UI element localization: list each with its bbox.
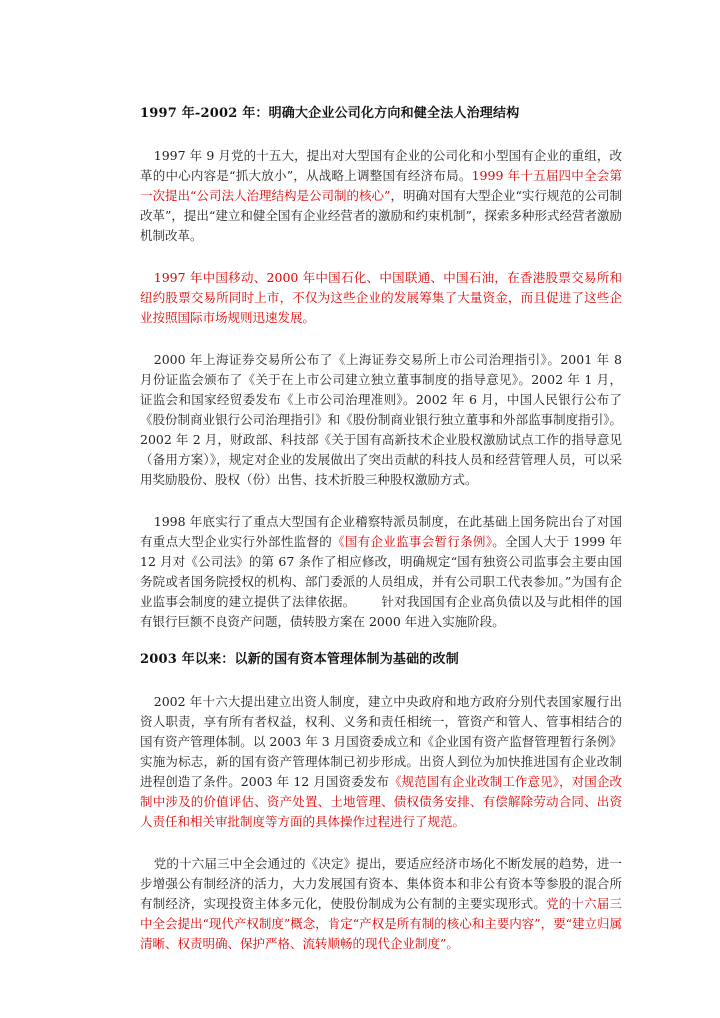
text-segment: 2000 年上海证券交易所公布了《上海证券交易所上市公司治理指引》。2001 年 8 月份证监会颁布了《关于在上市公司建立独立董事制度的指导意见》。2002 年 1 月，证监会和国家经贸委发布《上市公司治理准则》。2002 年 6 月，中国人民银行公布了《股份制商业银行公司治理指引》和《股份制商业银行独立董事和外部监事制度指引》。2002 年 2 月，财政部、科技部《关于国有高新技术企业股权激励试点工作的指导意见（备用方案）》，规定对企业的发展做出了突出贡献的科技人员和经营管理人员，可以采用奖励股份、股权（份）出售、技术折股三种股权激励方式。	[140, 352, 622, 487]
text-segment: 1998 年底实行了重点大型国有企业稽察特派员制度，在此基础上国务院出台了对国有重点大型企业实行外部性监督的	[140, 514, 622, 549]
text-segment: 。全国人大于 1999 年 12 月对《公司法》的第 67 条作了相应修改，明确规定“国有独资公司监事会主要由国务院或者国务院授权的机构、部门委派的人员组成，并有公司职工代表参加。”为国有企业监事会制度的建立提供了法律依据。	[140, 534, 622, 609]
document-body	[140, 104, 622, 954]
highlighted-text-segment: 1997 年中国移动、2000 年中国石化、中国联通、中国石油，在香港股票交易所和纽约股票交易所同时上市，不仅为这些企业的发展筹集了大量资金，而且促进了这些企业按照国际市场规则迅速发展。	[140, 270, 622, 325]
text-segment: 党的十六届三中全会通过的《决定》提出，要适应经济市场化不断发展的趋势，进一步增强公有制经济的活力，大力发展国有资本、集体资本和非公有资本等参股的混合所有制经济，实现投资主体多元化，使股份制成为公有制的主要实现形式。	[140, 856, 622, 911]
paragraph-sasac-establishment	[140, 692, 622, 832]
paragraph-supervisory-board	[140, 512, 622, 632]
highlighted-text-segment: 1999 年十五届四中全会第一次提出“公司法人治理结构是公司制的核心”	[140, 168, 622, 203]
text-segment: ，明确对国有大型企业“实行规范的公司制改革”，提出“建立和健全国有企业经营者的激励和约束机制”，探索多种形式经营者激励机制改革。	[140, 188, 622, 243]
paragraph-overseas-listing	[140, 268, 622, 328]
highlighted-text-segment: 《国有企业监事会暂行条例》	[332, 534, 493, 549]
text-segment: 针对我国国有企业高负债以及与此相伴的国有银行巨额不良资产问题，债转股方案在 2000 年进入实施阶段。	[140, 594, 622, 629]
text-segment: 1997 年 9 月党的十五大，提出对大型国有企业的公司化和小型国有企业的重组，改革的中心内容是“抓大放小”，从战略上调整国有经济布局。	[140, 148, 622, 183]
section-heading-1997-2002: 1997 年-2002 年：明确大企业公司化方向和健全法人治理结构	[140, 106, 520, 121]
paragraph-third-plenum-decision	[140, 854, 622, 954]
paragraph-governance-guidelines	[140, 350, 622, 490]
paragraph-fifteenth-congress	[140, 146, 622, 246]
highlighted-text-segment: 《规范国有企业改制工作意见》，对国企改制中涉及的价值评估、资产处置、土地管理、债权债务安排、有偿解除劳动合同、出资人责任和相关审批制度等方面的具体操作过程进行了规范。	[140, 774, 622, 829]
text-segment: 2002 年十六大提出建立出资人制度，建立中央政府和地方政府分别代表国家履行出资人职责，享有所有者权益，权利、义务和责任相统一，管资产和管人、管事相结合的国有资产管理体制。以 2003 年 3 月国资委成立和《企业国有资产监督管理暂行条例》实施为标志，新的国有资产管理体制已初步形成。出资人到位为加快推进国有企业改制进程创造了条件。2003 年 12 月国资委发布	[140, 694, 622, 789]
highlighted-text-segment: 党的十六届三中全会提出“现代产权制度”概念，肯定“产权是所有制的核心和主要内容”，要“建立归属清晰、权责明确、保护严格、流转顺畅的现代企业制度”。	[140, 896, 622, 951]
section-heading-2003-onward: 2003 年以来：以新的国有资本管理体制为基础的改制	[140, 652, 459, 667]
